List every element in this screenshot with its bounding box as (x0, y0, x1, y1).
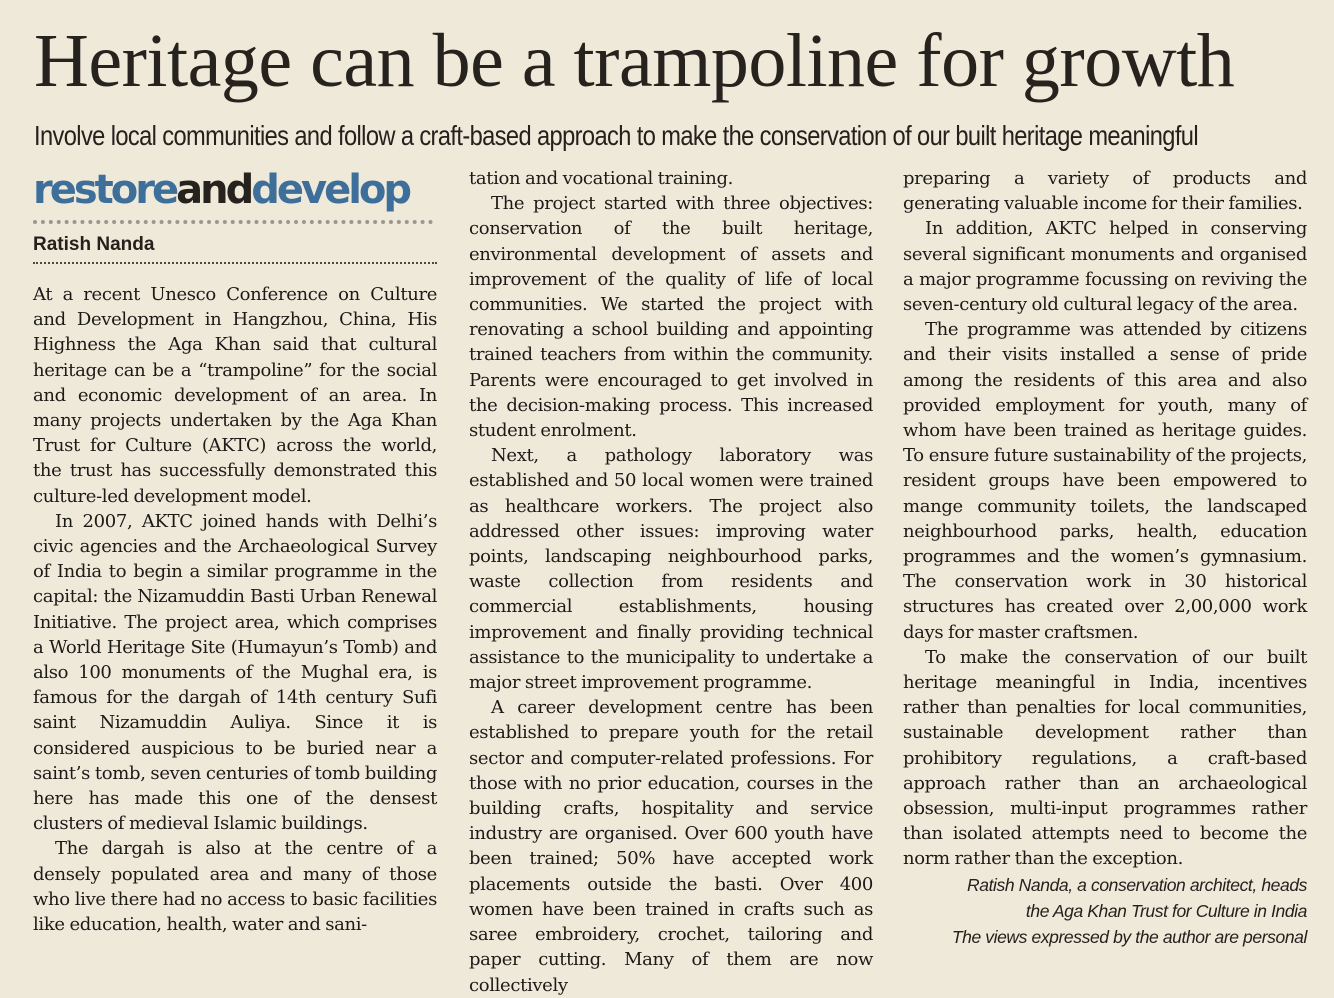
author-byline: Ratish Nanda (33, 234, 437, 264)
paragraph-6-start: A career development centre has been established to prepare youth for the retail sector and computer-related professions. For those with no prior education, courses in the building crafts, hospitality and service industry are organised. Over 600 youth have been trained; 50% have accepted work placements outside the basti. Over 400 women have been trained in crafts such as saree embroidery, crochet, tailoring and paper cutting. Many of them are now collectively (469, 697, 873, 996)
paragraph-7: In addition, AKTC helped in conserving several significant monuments and organised a major programme focussing on reviving the seven-century old cultural legacy of the area. (903, 218, 1307, 316)
kicker-part-develop: develop (251, 167, 410, 213)
paragraph-2: In 2007, AKTC joined hands with Delhi’s civic agencies and the Archaeological Survey of India to begin a similar programme in the capital: the Nizamuddin Basti Urban Renewal Initiative. The project area, which comprises a World Heritage Site (Humayun’s Tomb) and also 100 monuments of the Mughal era, is famous for the dargah of 14th century Sufi saint Nizamuddin Auliya. Since it is considered auspicious to be buried near a saint’s tomb, seven centuries of tomb building here has made this one of the densest clusters of medieval Islamic buildings. (33, 510, 437, 835)
paragraph-1: At a recent Unesco Conference on Culture and Development in Hangzhou, China, His Highness the Aga Khan said that cultural heritage can be a “trampoline” for the social and economic development of an area. In many projects undertaken by the Aga Khan Trust for Culture (AKTC) across the world, the trust has successfully demonstrated this culture-led development model. (33, 284, 437, 507)
subheadline: Involve local communities and follow a craft-based approach to make the conservation of our built heritage meaningful (34, 120, 1199, 151)
paragraph-9: To make the conservation of our built heritage meaningful in India, incentives rather than penalties for local communities, sustainable development rather than prohibitory regulations, a craft-based approach rather than an archaeological obsession, multi-input programmes rather than isolated attempts need to become the norm rather than the exception. (903, 646, 1307, 870)
kicker-part-restore: restore (33, 167, 177, 213)
headline: Heritage can be a trampoline for growth (34, 19, 1235, 103)
column-3 (903, 166, 1307, 950)
disclaimer-line: The views expressed by the author are personal (951, 926, 1307, 947)
paragraph-8: The programme was attended by citizens and their visits installed a sense of pride among the residents of this area and also provided employment for youth, many of whom have been trained as heritage guides. To ensure future sustainability of the projects, resident groups have been empowered to mange community toilets, the landscaped neighbourhood parks, health, education programmes and the women’s gymnasium. The conservation work in 30 historical structures has created over 2,00,000 work days for master craftsmen. (903, 319, 1307, 643)
column-2 (469, 166, 873, 998)
kicker-part-and: and (176, 167, 252, 213)
paragraph-3-start: The dargah is also at the centre of a densely populated area and many of those who live there had no access to basic facilities like education, health, water and sani- (33, 838, 437, 936)
paragraph-4: The project started with three objectives: conservation of the built heritage, environmental development of assets and improvement of the quality of life of local communities. We started the project with renovating a school building and appointing trained teachers from within the community. Parents were encouraged to get involved in the decision-making process. This increased student enrolment. (469, 193, 873, 442)
column-1 (33, 166, 437, 937)
paragraph-3-end: tation and vocational training. (469, 168, 733, 189)
section-kicker-logo (33, 166, 433, 224)
author-note-line-1: Ratish Nanda, a conservation architect, heads (967, 874, 1307, 895)
paragraph-6-end: preparing a variety of products and generating valuable income for their families. (903, 168, 1307, 215)
paragraph-5: Next, a pathology laboratory was established and 50 local women were trained as healthcare workers. The project also addressed other issues: improving water points, landscaping neighbourhood parks, waste collection from residents and commercial establishments, housing improvement and finally providing technical assistance to the municipality to undertake a major street improvement programme. (469, 445, 873, 694)
author-note (903, 872, 1307, 950)
author-note-line-2: the Aga Khan Trust for Culture in India (1025, 900, 1307, 921)
